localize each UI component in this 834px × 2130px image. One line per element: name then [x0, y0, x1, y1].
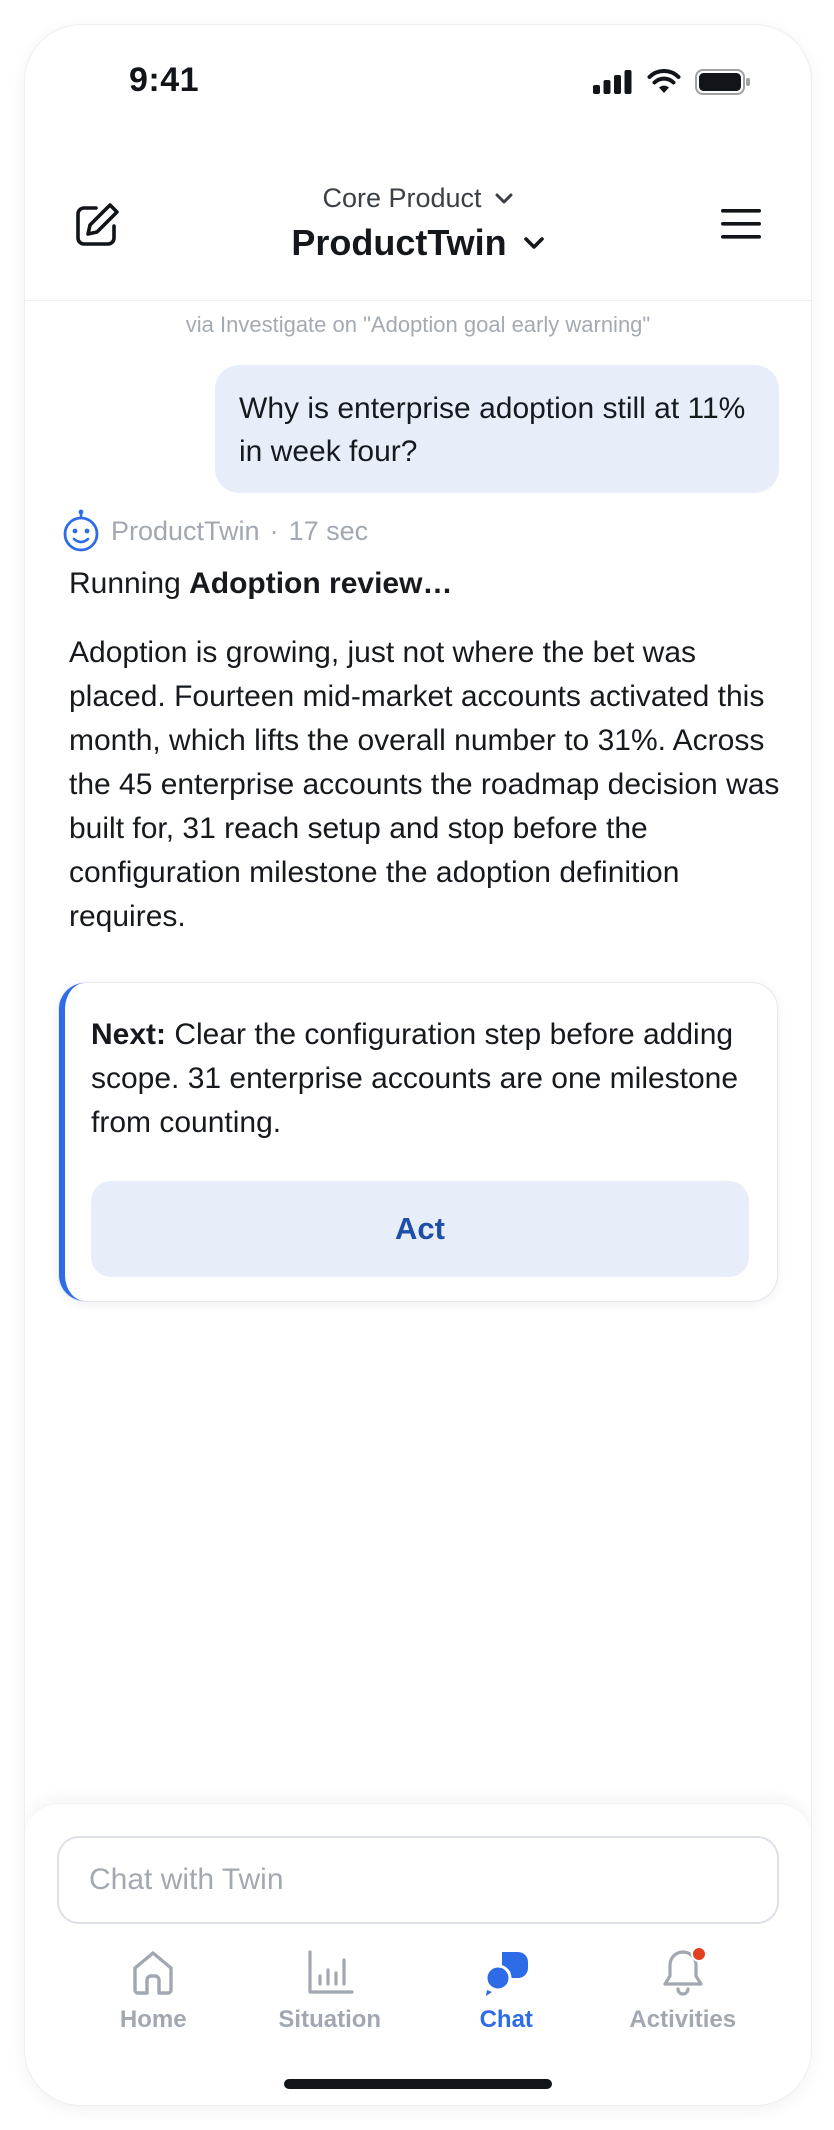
- user-message-bubble: Why is enterprise adoption still at 11% in week four?: [215, 365, 779, 493]
- source-note: via Investigate on "Adoption goal early warning": [185, 312, 651, 337]
- chat-bubbles-icon: [480, 1946, 532, 1998]
- act-button[interactable]: Act: [91, 1181, 749, 1277]
- next-step-text: [91, 1013, 749, 1145]
- phone-frame: [25, 25, 811, 2105]
- tab-chat-label: Chat: [479, 2006, 533, 2033]
- tab-activities-label: Activities: [629, 2006, 737, 2033]
- tab-bar: [25, 1946, 811, 2046]
- twin-selector[interactable]: [291, 222, 544, 264]
- wifi-icon: [647, 69, 681, 95]
- bot-avatar-icon: [61, 509, 101, 553]
- home-icon: [127, 1946, 179, 1998]
- chat-input[interactable]: [57, 1836, 779, 1924]
- running-prefix: Running: [69, 567, 190, 600]
- bot-elapsed-time: 17 sec: [288, 515, 369, 546]
- bot-message-header: [61, 509, 368, 553]
- bar-chart-icon: [304, 1946, 356, 1998]
- bot-name: ProductTwin: [111, 515, 260, 546]
- status-bar: [25, 25, 811, 145]
- bell-icon-wrap: [657, 1946, 709, 1998]
- compose-button[interactable]: [67, 195, 127, 255]
- menu-button[interactable]: [713, 199, 769, 249]
- bottom-panel: [25, 1803, 811, 2105]
- tab-situation-label: Situation: [278, 2006, 382, 2033]
- tab-chat[interactable]: [431, 1946, 581, 2046]
- tab-activities[interactable]: [608, 1946, 758, 2046]
- cellular-signal-icon: [593, 70, 633, 94]
- app-header: [25, 155, 811, 301]
- page-title: ProductTwin: [291, 222, 507, 263]
- status-time: 9:41: [129, 61, 200, 99]
- chevron-down-icon: [494, 192, 514, 206]
- home-indicator: [284, 2079, 552, 2089]
- tab-home-label: Home: [119, 2006, 187, 2033]
- notification-dot: [691, 1946, 707, 1962]
- tab-home[interactable]: [78, 1946, 228, 2046]
- next-step-label: Next:: [91, 1018, 167, 1051]
- workspace-selector[interactable]: [322, 183, 513, 214]
- next-step-body: Clear the configuration step before adding scope. 31 enterprise accounts are one milestone from counting.: [91, 1018, 739, 1139]
- running-task: Adoption review…: [189, 567, 453, 600]
- next-step-card: [59, 983, 777, 1301]
- chevron-down-icon: [523, 235, 545, 251]
- bot-answer: Adoption is growing, just not where the bet was placed. Fourteen mid-market accounts activated this month, which lifts the overall number to 31%. Across the 45 enterprise accounts the roadmap decision was built for, 31 reach setup and stop before the configuration milestone the adoption definition requires.: [69, 636, 780, 933]
- meta-separator: ·: [269, 515, 279, 546]
- compose-icon: [72, 200, 122, 250]
- workspace-label: Core Product: [322, 183, 482, 213]
- hamburger-menu-icon: [719, 207, 763, 241]
- header-center: [175, 183, 661, 264]
- status-icons: [593, 69, 751, 95]
- running-status: [69, 567, 452, 601]
- tab-situation[interactable]: [255, 1946, 405, 2046]
- battery-icon: [695, 69, 751, 95]
